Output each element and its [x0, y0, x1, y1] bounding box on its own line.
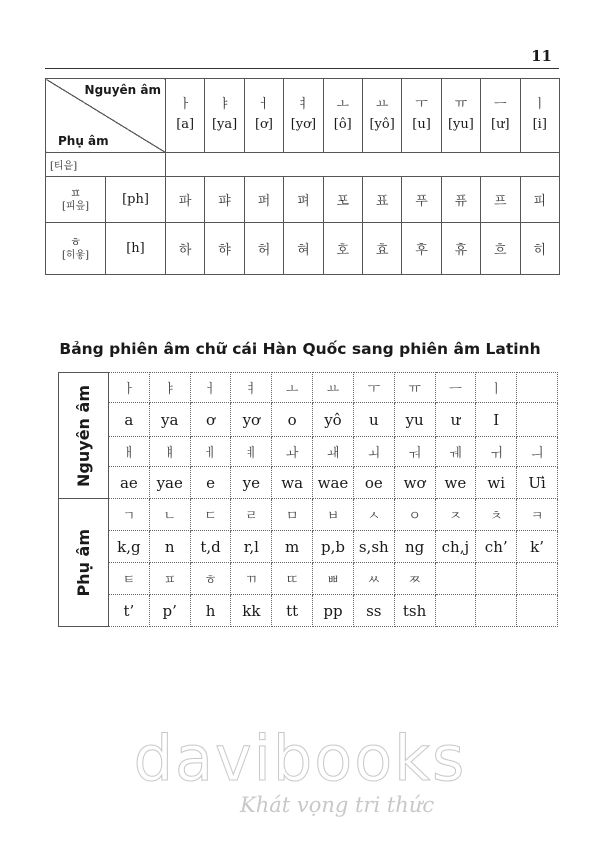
latin-cell: u [353, 403, 394, 437]
table-row [59, 531, 558, 563]
latin-cell: r,l [231, 531, 272, 563]
consonant-cell: ㅍ [피읖] [46, 177, 106, 223]
hangul-cell: ㅍ [149, 563, 190, 595]
latin-cell: ye [231, 467, 272, 499]
latin-cell: h [190, 595, 231, 627]
latin-cell: a [109, 403, 150, 437]
page-number: 11 [531, 47, 552, 65]
vowel-header-row [46, 79, 560, 153]
hangul-cell: ㄲ [231, 563, 272, 595]
latin-cell: ơ [190, 403, 231, 437]
syllable-cell: 혀 [284, 223, 323, 275]
hangul-cell: ㅇ [394, 499, 435, 531]
latin-cell: o [272, 403, 313, 437]
hangul-cell: ㄹ [231, 499, 272, 531]
hangul-cell [476, 563, 517, 595]
latin-cell: ae [109, 467, 150, 499]
syllable-cell: 히 [520, 223, 559, 275]
hangul-cell: ㅜ [353, 373, 394, 403]
latin-cell: k’ [517, 531, 558, 563]
hangul-cell: ㅉ [394, 563, 435, 595]
vowel-header: ㅏ [a] [166, 79, 205, 153]
consonant-label-text: Phụ âm [74, 528, 93, 597]
table-row [59, 373, 558, 403]
hangul-cell: ㅔ [190, 437, 231, 467]
latin-cell: wa [272, 467, 313, 499]
table-row [46, 177, 560, 223]
vowel-header: ㅓ [ơ] [244, 79, 283, 153]
latin-cell: e [190, 467, 231, 499]
hangul-cell: ㄷ [190, 499, 231, 531]
syllable-cell: 후 [402, 223, 441, 275]
syllable-cell: 퓨 [441, 177, 480, 223]
syllable-cell: 하 [166, 223, 205, 275]
latin-cell: I [476, 403, 517, 437]
vowel-header: ㅜ [u] [402, 79, 441, 153]
latin-cell: p’ [149, 595, 190, 627]
hangul-cell [517, 373, 558, 403]
header-rule [45, 68, 559, 69]
hangul-cell: ㅂ [313, 499, 354, 531]
vowel-header: ㅛ [yô] [362, 79, 401, 153]
hangul-cell: ㅃ [313, 563, 354, 595]
vowel-header: ㅣ [i] [520, 79, 559, 153]
vowel-label-text: Nguyên âm [74, 384, 93, 487]
hangul-cell: ㅡ [435, 373, 476, 403]
hangul-cell [435, 563, 476, 595]
table-row [59, 467, 558, 499]
hangul-cell: ㅎ [190, 563, 231, 595]
hangul-cell: ㅏ [109, 373, 150, 403]
hangul-cell: ㅓ [190, 373, 231, 403]
latin-cell: ch’ [476, 531, 517, 563]
latin-cell: wi [476, 467, 517, 499]
hangul-cell: ㅗ [272, 373, 313, 403]
hangul-cell: ㅌ [109, 563, 150, 595]
hangul-cell: ㅕ [231, 373, 272, 403]
latin-cell [435, 595, 476, 627]
latin-cell: yu [394, 403, 435, 437]
consonant-name: [티읕] [46, 153, 166, 177]
syllable-cell: 효 [362, 223, 401, 275]
table-row [59, 595, 558, 627]
consonant-romanization: [ph] [106, 177, 166, 223]
syllable-cell: 푸 [402, 177, 441, 223]
table-row [59, 499, 558, 531]
latin-cell: wơ [394, 467, 435, 499]
latin-cell: t,d [190, 531, 231, 563]
latin-cell: k,g [109, 531, 150, 563]
latin-cell [476, 595, 517, 627]
consonant-cell: ㅎ [히읗] [46, 223, 106, 275]
section-title: Bảng phiên âm chữ cái Hàn Quốc sang phiên âm Latinh [59, 340, 541, 358]
latin-cell: tt [272, 595, 313, 627]
syllable-cell: 펴 [284, 177, 323, 223]
hangul-cell: ㅅ [353, 499, 394, 531]
hangul-cell: ㅞ [435, 437, 476, 467]
table-row [59, 437, 558, 467]
syllable-cell: 햐 [205, 223, 244, 275]
syllable-cell: 파 [166, 177, 205, 223]
latin-cell: t’ [109, 595, 150, 627]
syllable-cell: 프 [481, 177, 520, 223]
consonant-axis-label: Phụ âm [58, 134, 109, 148]
hangul-cell: ㅑ [149, 373, 190, 403]
hangul-cell: ㄱ [109, 499, 150, 531]
consonant-romanization: [h] [106, 223, 166, 275]
vowel-header: ㅑ [ya] [205, 79, 244, 153]
hangul-cell: ㅆ [353, 563, 394, 595]
hangul-cell: ㅒ [149, 437, 190, 467]
syllable-cell: 퍄 [205, 177, 244, 223]
latin-cell: wae [313, 467, 354, 499]
vowel-header: ㅗ [ô] [323, 79, 362, 153]
hangul-cell: ㅁ [272, 499, 313, 531]
latin-cell: ng [394, 531, 435, 563]
hangul-cell: ㅚ [353, 437, 394, 467]
latin-cell: ya [149, 403, 190, 437]
hangul-cell: ㅘ [272, 437, 313, 467]
consonant-group-label [59, 499, 109, 627]
hangul-cell: ㅛ [313, 373, 354, 403]
vowel-axis-label: Nguyên âm [84, 83, 161, 97]
latin-cell: we [435, 467, 476, 499]
table-row [59, 563, 558, 595]
hangul-cell [517, 563, 558, 595]
hangul-cell: ㅐ [109, 437, 150, 467]
table-row [46, 153, 560, 177]
diagonal-header-cell [46, 79, 166, 153]
hangul-cell: ㅝ [394, 437, 435, 467]
vowel-header: ㅠ [yu] [441, 79, 480, 153]
watermark-brand: davibooks [133, 722, 467, 795]
syllable-cell: 흐 [481, 223, 520, 275]
latin-cell: Ưi [517, 467, 558, 499]
latin-cell: ư [435, 403, 476, 437]
syllable-cell: 허 [244, 223, 283, 275]
latin-cell [517, 403, 558, 437]
latin-cell: tsh [394, 595, 435, 627]
latin-cell: kk [231, 595, 272, 627]
latin-cell: ch,j [435, 531, 476, 563]
syllable-cell: 피 [520, 177, 559, 223]
latin-cell: oe [353, 467, 394, 499]
table-row [59, 403, 558, 437]
hangul-cell: ㅣ [476, 373, 517, 403]
hangul-cell: ㅊ [476, 499, 517, 531]
syllable-cell: 호 [323, 223, 362, 275]
vowel-header: ㅡ [ư] [481, 79, 520, 153]
vowel-header: ㅕ [yơ] [284, 79, 323, 153]
hangul-cell: ㄴ [149, 499, 190, 531]
watermark-tagline: Khát vọng tri thức [240, 793, 435, 817]
latin-cell: ss [353, 595, 394, 627]
syllable-cell: 포 [323, 177, 362, 223]
romanization-table-body [59, 373, 558, 627]
hangul-cell: ㅋ [517, 499, 558, 531]
hangul-cell: ㅙ [313, 437, 354, 467]
latin-cell: m [272, 531, 313, 563]
syllable-cell: 휴 [441, 223, 480, 275]
latin-cell [517, 595, 558, 627]
latin-cell: yae [149, 467, 190, 499]
empty-cell [166, 153, 560, 177]
hangul-cell: ㅈ [435, 499, 476, 531]
syllable-cell: 퍼 [244, 177, 283, 223]
latin-cell: n [149, 531, 190, 563]
latin-cell: yô [313, 403, 354, 437]
syllable-cell: 표 [362, 177, 401, 223]
hangul-cell: ㄸ [272, 563, 313, 595]
vowel-group-label [59, 373, 109, 499]
latin-cell: p,b [313, 531, 354, 563]
table-row [46, 223, 560, 275]
consonant-vowel-table [45, 78, 560, 275]
latin-cell: pp [313, 595, 354, 627]
hangul-cell: ㅟ [476, 437, 517, 467]
hangul-cell: ㅢ [517, 437, 558, 467]
latin-cell: s,sh [353, 531, 394, 563]
hangul-cell: ㅖ [231, 437, 272, 467]
hangul-cell: ㅠ [394, 373, 435, 403]
romanization-table [58, 372, 558, 627]
latin-cell: yơ [231, 403, 272, 437]
